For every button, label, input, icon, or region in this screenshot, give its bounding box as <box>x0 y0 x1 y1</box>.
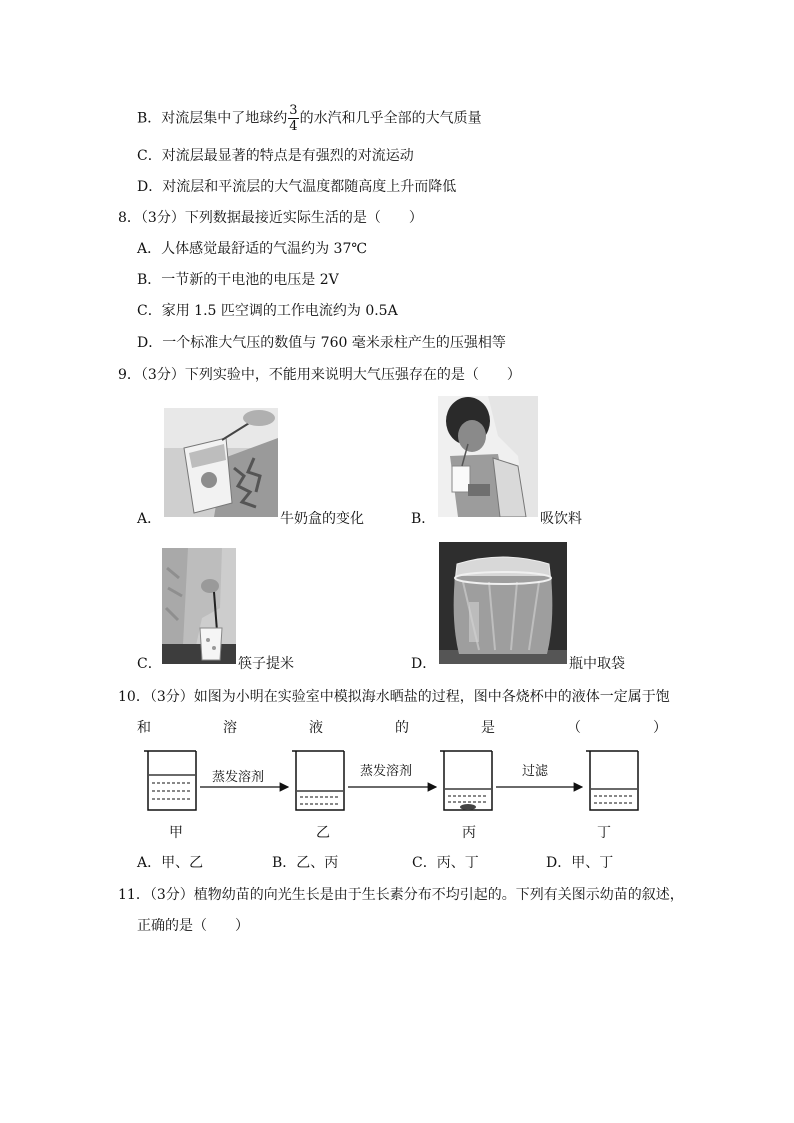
q7-option-c: C．对流层最显著的特点是有强烈的对流运动 <box>137 148 414 164</box>
q9-option-d-letter: D． <box>411 656 437 672</box>
q9-option-c-caption: 筷子提米 <box>238 656 294 672</box>
beaker-bing <box>440 751 492 810</box>
beaker-process-diagram <box>130 745 650 815</box>
q8-option-c: C．家用 1.5 匹空调的工作电流约为 0.5A <box>137 303 398 319</box>
chopstick-rice-photo <box>162 548 236 664</box>
beaker-label-bing: 丙 <box>462 825 476 841</box>
milk-carton-photo <box>164 408 278 517</box>
q10-option-d: D．甲、丁 <box>546 855 614 871</box>
q10-option-c: C．丙、丁 <box>412 855 479 871</box>
arrow-label-evaporate-2: 蒸发溶剂 <box>360 764 413 779</box>
q8-stem: 8．（3分）下列数据最接近实际生活的是（ ） <box>118 210 423 226</box>
q9-option-b-letter: B． <box>411 511 436 527</box>
arrow-label-evaporate-1: 蒸发溶剂 <box>212 770 265 785</box>
q10-option-a: A．甲、乙 <box>137 855 204 871</box>
beaker-yi <box>292 751 344 810</box>
beaker-jia <box>144 751 196 810</box>
q7-option-b: B．对流层集中了地球约 $\frac{3}{4}$ 的水汽和几乎全部的大气质量 <box>137 103 482 134</box>
jar-bag-photo <box>439 542 567 664</box>
q10-option-b: B．乙、丙 <box>272 855 339 871</box>
q9-stem: 9．（3分）下列实验中，不能用来说明大气压强存在的是（ ） <box>118 367 521 383</box>
beaker-label-yi: 乙 <box>316 825 330 841</box>
q9-option-a-letter: A． <box>137 511 162 527</box>
q8-option-a: A．人体感觉最舒适的气温约为 37℃ <box>137 241 368 257</box>
beaker-label-ding: 丁 <box>597 825 611 841</box>
q7-option-d: D．对流层和平流层的大气温度都随高度上升而降低 <box>137 179 457 195</box>
q11-stem-line2: 正确的是（ ） <box>137 918 249 934</box>
arrow-label-filter: 过滤 <box>522 764 549 779</box>
q9-option-d-caption: 瓶中取袋 <box>569 656 625 672</box>
beaker-ding <box>586 751 638 810</box>
q9-option-c-letter: C． <box>137 656 162 672</box>
q8-option-d: D．一个标准大气压的数值与 760 毫米汞柱产生的压强相等 <box>137 335 506 351</box>
q11-stem-line1: 11．（3分）植物幼苗的向光生长是由于生长素分布不均引起的。下列有关图示幼苗的叙述， <box>118 887 684 903</box>
q8-option-b: B．一节新的干电池的电压是 2V <box>137 272 339 288</box>
q9-option-a-caption: 牛奶盒的变化 <box>280 511 364 527</box>
drinking-straw-photo <box>438 396 538 517</box>
fraction: $\frac{3}{4}$ <box>289 103 298 134</box>
q9-option-b-caption: 吸饮料 <box>540 511 582 527</box>
beaker-label-jia: 甲 <box>169 825 183 841</box>
q10-stem-line2: 和 溶 液 的 是 （ ） <box>137 720 667 736</box>
q10-stem-line1: 10．（3分）如图为小明在实验室中模拟海水晒盐的过程，图中各烧杯中的液体一定属于饱 <box>118 689 670 705</box>
